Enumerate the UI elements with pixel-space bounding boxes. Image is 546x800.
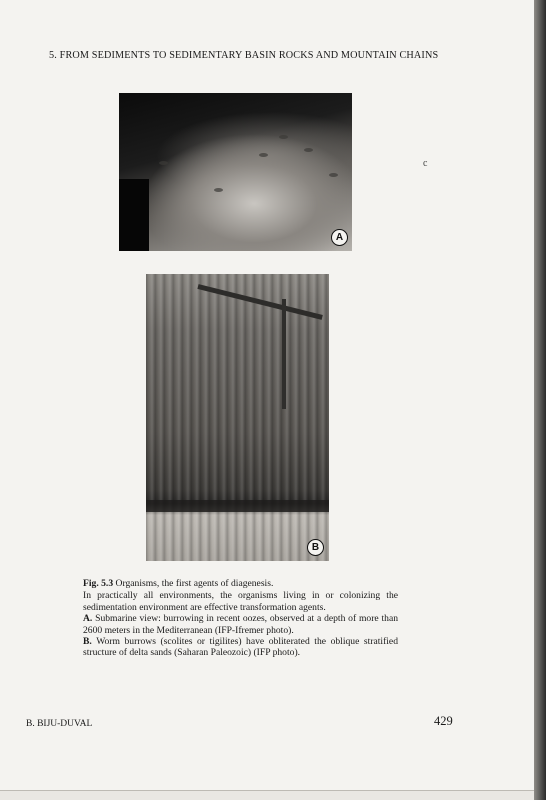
page-number: 429	[434, 714, 453, 728]
running-head: 5. FROM SEDIMENTS TO SEDIMENTARY BASIN ROCKS AND MOUNTAIN CHAINS	[49, 50, 439, 61]
stray-mark: c	[423, 158, 428, 169]
caption-fig-label: Fig. 5.3	[83, 578, 114, 589]
photo-submarine-view	[119, 93, 352, 251]
photo-film-strip	[119, 179, 149, 251]
burrow-mark	[304, 148, 313, 152]
figure-label-b: B	[307, 539, 324, 556]
caption-b-label: B.	[83, 636, 92, 648]
photo-dark-band	[146, 500, 329, 512]
burrow-mark	[159, 161, 168, 165]
page-edge-shadow	[534, 0, 546, 800]
figure-label-a: A	[331, 229, 348, 246]
photo-rod	[282, 299, 286, 409]
photo-wooden-stick	[197, 284, 322, 320]
footer-author: B. BIJU-DUVAL	[26, 719, 93, 729]
burrow-mark	[329, 173, 338, 177]
photo-worm-burrows	[146, 274, 329, 561]
caption-a-text: Submarine view: burrowing in recent oozes, observed at a depth of more than 2600 meters in the Mediterranean (IFP-Ifremer photo).	[83, 613, 398, 636]
caption-b-text: Worm burrows (scolites or tigilites) have obliterated the oblique stratified structure of delta sands (Saharan Paleozoic) (IFP photo).	[83, 636, 398, 659]
burrow-mark	[279, 135, 288, 139]
burrow-mark	[259, 153, 268, 157]
burrow-mark	[214, 188, 223, 192]
figure-caption	[83, 578, 398, 659]
caption-intro: In practically all environments, the organisms living in or colonizing the sedimentation environment are effective transformation agents.	[83, 590, 398, 613]
caption-fig-title: Organisms, the first agents of diagenesis.	[113, 578, 274, 589]
caption-a-label: A.	[83, 613, 93, 625]
